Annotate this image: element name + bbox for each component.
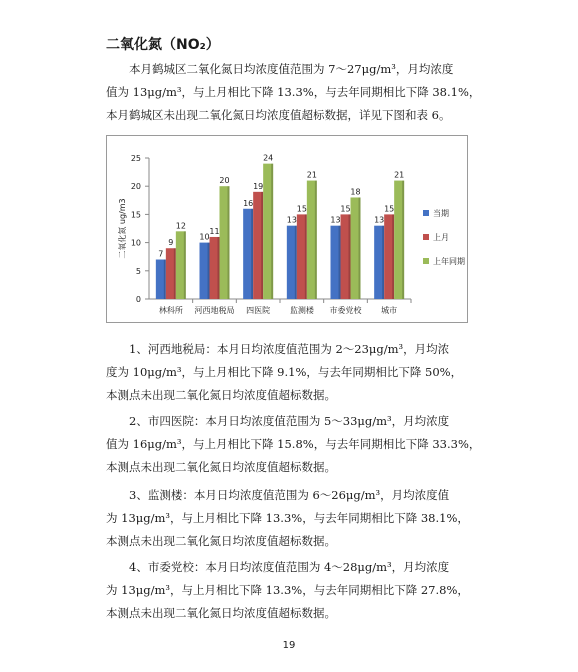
section-paragraph [106, 410, 481, 479]
bar-shadow [251, 209, 253, 299]
section-line: 度为 10μg/m³，与上月相比下降 9.1%，与去年同期相比下降 50%， [106, 365, 463, 379]
y-tick-label: 15 [130, 210, 141, 220]
y-tick-label: 20 [130, 182, 141, 192]
bar-shadow [305, 214, 307, 299]
intro-line: 本月鹤城区未出现二氧化氮日均浓度值超标数据，详见下图和表 6。 [106, 108, 451, 122]
legend-swatch [423, 258, 429, 264]
section-line: 为 13μg/m³，与上月相比下降 13.3%，与去年同期相比下降 38.1%， [106, 511, 469, 525]
data-label: 20 [219, 176, 230, 186]
bar-shadow [402, 181, 404, 299]
intro-paragraph [106, 58, 481, 127]
bar-shadow [271, 164, 273, 299]
data-label: 13 [286, 215, 297, 225]
section-line: 3、监测楼：本月日均浓度值范围为 6～26μg/m³，月均浓度值 [129, 488, 450, 502]
data-label: 15 [296, 204, 307, 214]
legend-swatch [423, 210, 429, 216]
y-tick-label: 0 [135, 295, 141, 304]
data-label: 15 [384, 204, 395, 214]
data-label: 11 [209, 226, 220, 236]
bar-shadow [184, 231, 186, 299]
legend-label: 上月 [433, 233, 449, 242]
data-label: 10 [199, 232, 210, 242]
y-tick-label: 25 [130, 154, 141, 163]
bar-shadow [392, 214, 394, 299]
section-paragraph [106, 556, 478, 625]
x-tick-label: 河西地税局 [194, 306, 235, 315]
x-tick-label: 监测楼 [289, 306, 314, 315]
data-label: 13 [374, 215, 385, 225]
section-line: 2、市四医院：本月日均浓度值范围为 5～33μg/m³，月均浓度 [129, 414, 450, 428]
y-tick-label: 5 [135, 266, 141, 276]
y-axis-label: 二氧化氮 ug/m3 [118, 198, 127, 259]
section-line: 值为 16μg/m³，与上月相比下降 15.8%，与去年同期相比下降 33.3%， [106, 437, 481, 451]
bar-shadow [315, 181, 317, 299]
bar-shadow [228, 186, 230, 299]
bar-shadow [295, 226, 297, 299]
x-tick-label: 市委党校 [329, 306, 362, 315]
bar-shadow [164, 260, 166, 299]
no2-bar-chart [106, 135, 468, 323]
x-tick-label: 城市 [381, 306, 398, 315]
legend-swatch [423, 234, 429, 240]
data-label: 13 [330, 215, 341, 225]
data-label: 7 [158, 249, 164, 259]
legend-label: 上年同期 [433, 257, 465, 266]
bar-shadow [339, 226, 341, 299]
x-tick-label: 四医院 [246, 306, 271, 315]
legend-label: 当期 [433, 209, 449, 218]
section-line: 本测点未出现二氧化氮日均浓度值超标数据。 [106, 388, 336, 402]
intro-line: 本月鹤城区二氧化氮日均浓度值范围为 7～27μg/m³，月均浓度 [129, 62, 454, 76]
y-tick-label: 10 [130, 238, 141, 248]
bar-shadow [349, 214, 351, 299]
data-label: 12 [175, 221, 186, 231]
section-heading: 二氧化氮（NO₂） [106, 37, 220, 53]
chart-canvas [107, 136, 467, 322]
data-label: 19 [253, 181, 264, 191]
data-label: 16 [243, 198, 254, 208]
bar-shadow [261, 192, 263, 299]
bar-shadow [359, 197, 361, 299]
bar-shadow [218, 237, 220, 299]
data-label: 18 [350, 187, 361, 197]
bar-shadow [208, 243, 210, 299]
section-line: 本测点未出现二氧化氮日均浓度值超标数据。 [106, 606, 336, 620]
section-line: 为 13μg/m³，与上月相比下降 13.3%，与去年同期相比下降 27.8%， [106, 583, 469, 597]
section-line: 1、河西地税局：本月日均浓度值范围为 2～23μg/m³，月均浓 [129, 342, 450, 356]
data-label: 9 [168, 238, 174, 248]
data-label: 15 [340, 204, 351, 214]
section-paragraph [106, 338, 478, 407]
section-paragraph [106, 484, 478, 553]
section-line: 本测点未出现二氧化氮日均浓度值超标数据。 [106, 534, 336, 548]
data-label: 21 [306, 170, 317, 180]
data-label: 21 [394, 170, 405, 180]
data-label: 24 [263, 153, 274, 163]
bar-shadow [174, 248, 176, 299]
section-line: 4、市委党校：本月日均浓度值范围为 4～28μg/m³，月均浓度 [129, 560, 450, 574]
section-line: 本测点未出现二氧化氮日均浓度值超标数据。 [106, 460, 336, 474]
x-tick-label: 林科所 [158, 306, 183, 315]
page-number: 19 [282, 640, 296, 651]
bar-shadow [382, 226, 384, 299]
intro-line: 值为 13μg/m³，与上月相比下降 13.3%，与去年同期相比下降 38.1%， [106, 85, 481, 99]
